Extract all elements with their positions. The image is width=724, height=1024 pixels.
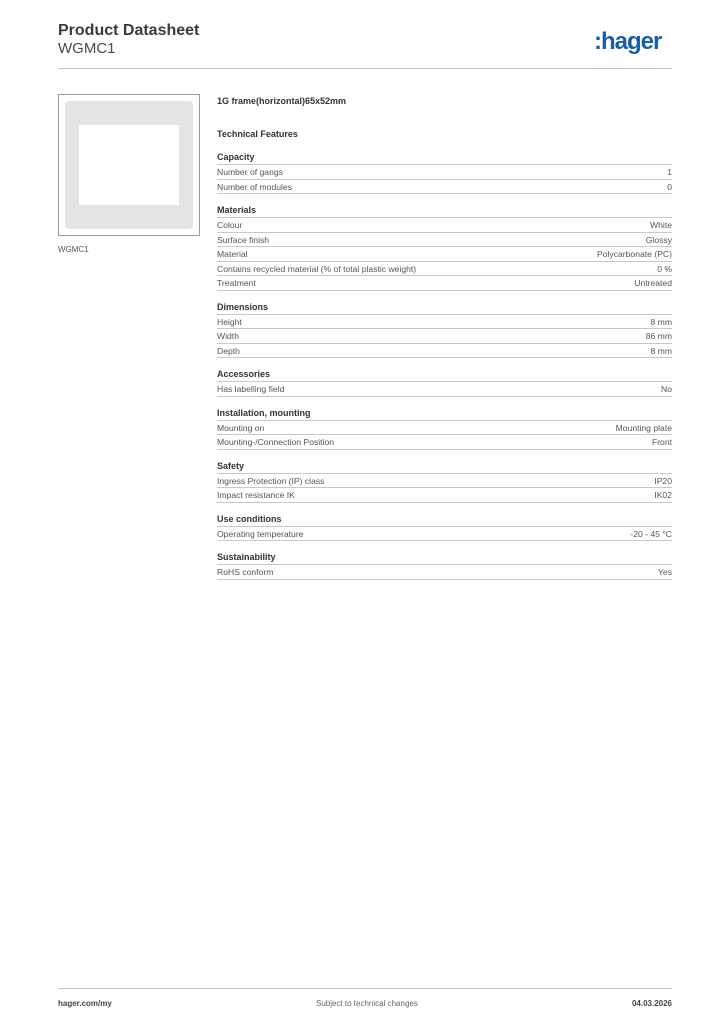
spec-row (217, 474, 672, 489)
spec-row (217, 435, 672, 450)
spec-row (217, 488, 672, 503)
spec-label: Width (217, 331, 239, 341)
footer-note: Subject to technical changes (316, 999, 418, 1008)
spec-row (217, 180, 672, 195)
spec-label: Impact resistance IK (217, 490, 295, 500)
spec-label: Operating temperature (217, 528, 304, 539)
spec-label: Has labelling field (217, 384, 285, 394)
spec-content (217, 94, 672, 580)
spec-row (217, 262, 672, 277)
spec-row (217, 565, 672, 580)
spec-row (217, 421, 672, 436)
spec-value: Polycarbonate (PC) (597, 249, 672, 259)
spec-value: No (661, 384, 672, 394)
footer-divider (58, 988, 672, 989)
spec-label: Material (217, 249, 248, 259)
spec-label: Height (217, 316, 242, 327)
spec-section-title: Installation, mounting (217, 407, 672, 421)
spec-row (217, 218, 672, 233)
spec-section (217, 407, 672, 450)
spec-section (217, 204, 672, 291)
spec-label: Number of modules (217, 181, 292, 192)
product-code: WGMC1 (58, 40, 116, 57)
technical-features-heading: Technical Features (217, 129, 298, 139)
spec-section-title: Sustainability (217, 551, 672, 565)
spec-label: RoHS conform (217, 567, 274, 577)
spec-section (217, 551, 672, 580)
spec-section-title: Materials (217, 204, 672, 218)
spec-value: 86 mm (645, 331, 672, 341)
spec-value: White (650, 220, 672, 230)
spec-row (217, 382, 672, 397)
product-image (58, 94, 200, 236)
spec-row (217, 233, 672, 248)
spec-value: 1 (667, 167, 672, 177)
spec-value: Glossy (645, 234, 672, 245)
spec-value: 8 mm (650, 316, 672, 327)
spec-section-title: Safety (217, 460, 672, 474)
spec-label: Mounting-/Connection Position (217, 437, 335, 447)
spec-row (217, 344, 672, 359)
spec-row (217, 276, 672, 291)
spec-row (217, 165, 672, 180)
spec-value: 0 (667, 181, 672, 192)
spec-section (217, 368, 672, 397)
spec-row (217, 527, 672, 542)
hager-logo: :hager (594, 28, 662, 55)
spec-sections (217, 151, 672, 580)
spec-label: Colour (217, 220, 243, 230)
product-name: 1G frame(horizontal)65x52mm (217, 96, 347, 106)
spec-value: IP20 (654, 475, 672, 486)
spec-label: Contains recycled material (% of total plastic weight) (217, 263, 417, 274)
spec-value: Yes (657, 567, 672, 577)
spec-section (217, 460, 672, 503)
product-image-caption: WGMC1 (58, 245, 89, 254)
frame-opening (79, 125, 179, 205)
spec-value: Mounting plate (615, 422, 672, 433)
page-title: Product Datasheet (58, 22, 200, 39)
spec-value: -20 - 45 °C (630, 528, 672, 539)
spec-label: Ingress Protection (IP) class (217, 475, 325, 486)
spec-value: 0 % (657, 263, 672, 274)
spec-row (217, 315, 672, 330)
spec-value: 8 mm (650, 345, 672, 356)
footer-date: 04.03.2026 (631, 999, 672, 1008)
spec-label: Surface finish (217, 234, 270, 245)
spec-section-title: Accessories (217, 368, 672, 382)
spec-section (217, 513, 672, 542)
header-divider (58, 68, 672, 69)
spec-value: Front (651, 437, 672, 447)
spec-value: IK02 (654, 490, 672, 500)
spec-label: Depth (217, 345, 240, 356)
spec-label: Number of gangs (217, 167, 283, 177)
spec-row (217, 329, 672, 344)
spec-section-title: Use conditions (217, 513, 672, 527)
spec-section (217, 151, 672, 194)
spec-section-title: Dimensions (217, 301, 672, 315)
spec-label: Treatment (217, 278, 256, 288)
frame-illustration (65, 101, 193, 229)
spec-row (217, 247, 672, 262)
spec-value: Untreated (634, 278, 672, 288)
spec-section (217, 301, 672, 359)
spec-section-title: Capacity (217, 151, 672, 165)
footer-website: hager.com/my (58, 999, 112, 1008)
spec-label: Mounting on (217, 422, 265, 433)
